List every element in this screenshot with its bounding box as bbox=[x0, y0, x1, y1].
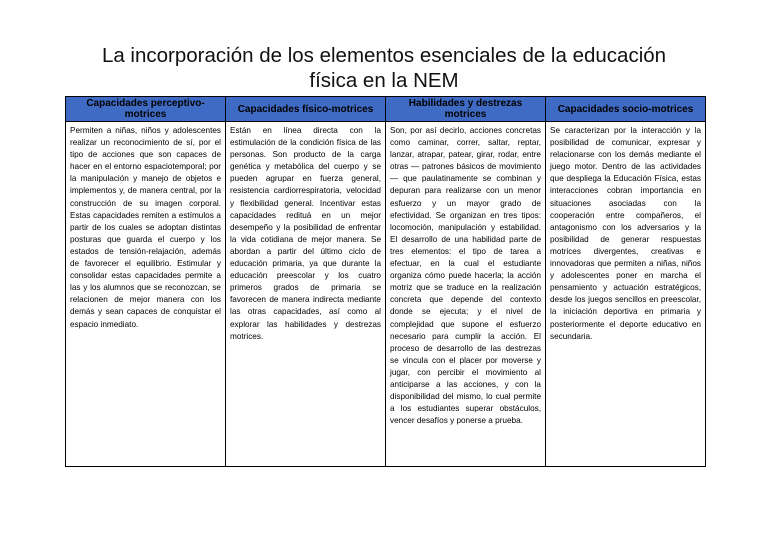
table-header-row bbox=[66, 97, 706, 122]
title-line-1: La incorporación de los elementos esenciales de la educación bbox=[101, 44, 667, 67]
header-perceptivo-motrices: Capacidades perceptivo-motrices bbox=[66, 97, 226, 122]
table-row bbox=[66, 122, 706, 467]
header-fisico-motrices: Capacidades físico-motrices bbox=[226, 97, 386, 122]
title-line-2: física en la NEM bbox=[309, 69, 459, 92]
cell-habilidades-destrezas: Son, por así decirlo, acciones concretas como caminar, correr, saltar, reptar, lanzar, atrapar, patear, girar, rodar, entre otras — patrones básicos de movimiento— que paulatinamente se combinan y depuran para realizarse con un menor esfuerzo y un mayor grado de efectividad. Se organizan en tres tipos: locomoción, manipulación y estabilidad. El desarrollo de una habilidad parte de tres elementos: el tipo de tarea a efectuar, en la cual el estudiante organiza cómo puede hacerla; la acción motriz que se traduce en la realización concreta que depende del contexto donde se ejecuta; y el nivel de complejidad que supone el esfuerzo necesario para cumplir la acción. El proceso de desarrollo de las destrezas se vincula con el placer por moverse y jugar, con percibir el movimiento al anticiparse a las acciones, y con la disponibilidad del mismo, lo cual permite a los estudiantes superar obstáculos, vencer desafíos y ponerse a prueba. bbox=[386, 122, 546, 467]
cell-socio-motrices: Se caracterizan por la interacción y la posibilidad de comunicar, expresar y relacionarse con los demás mediante el juego motor. Dentro de las actividades que despliega la Educación Física, estas interacciones cobran importancia en situaciones asociadas con la cooperación entre compañeros, el antagonismo con los adversarios y la posibilidad de generar respuestas motrices divergentes, creativas e innovadoras que permiten a niñas, niños y adolescentes poner en marcha el pensamiento y actuación estratégicos, desde los juegos sencillos en preescolar, la iniciación deportiva en primaria y posteriormente el deporte educativo en secundaria. bbox=[546, 122, 706, 467]
header-socio-motrices: Capacidades socio-motrices bbox=[546, 97, 706, 122]
cell-perceptivo-motrices: Permiten a niñas, niños y adolescentes realizar un reconocimiento de sí, por el tipo de acciones que son capaces de hacer en el entorno espaciotemporal; por la manipulación y manejo de objetos e implementos y, de manera central, por la construcción de su imagen corporal. Estas capacidades remiten a estímulos a partir de los cuales se adoptan distintas posturas que guarda el cuerpo y los estados de tensión-relajación, además de favorecer el equilibrio. Estimular y consolidar estas capacidades permite a las y los alumnos que se reconozcan, se relacionen de mejor manera con los demás y sean capaces de conquistar el espacio inmediato. bbox=[66, 122, 226, 467]
header-habilidades-destrezas: Habilidades y destrezas motrices bbox=[386, 97, 546, 122]
cell-fisico-motrices: Están en línea directa con la estimulación de la condición física de las personas. Son producto de la carga genética y metabólica del cuerpo y se pueden agrupar en fuerza general, resistencia cardiorrespiratoria, velocidad y flexibilidad general. Incentivar estas capacidades redituá en un mejor desempeño y la posibilidad de enfrentar la vida cotidiana de mejor manera. Se abordan a partir del último ciclo de educación primaria, ya que durante la educación preescolar y los cuatro primeros grados de primaria se favorecen de manera indirecta mediante las otras capacidades, así como al explorar las habilidades y destrezas motrices. bbox=[226, 122, 386, 467]
capacities-table bbox=[65, 96, 706, 467]
page-title bbox=[0, 43, 768, 93]
